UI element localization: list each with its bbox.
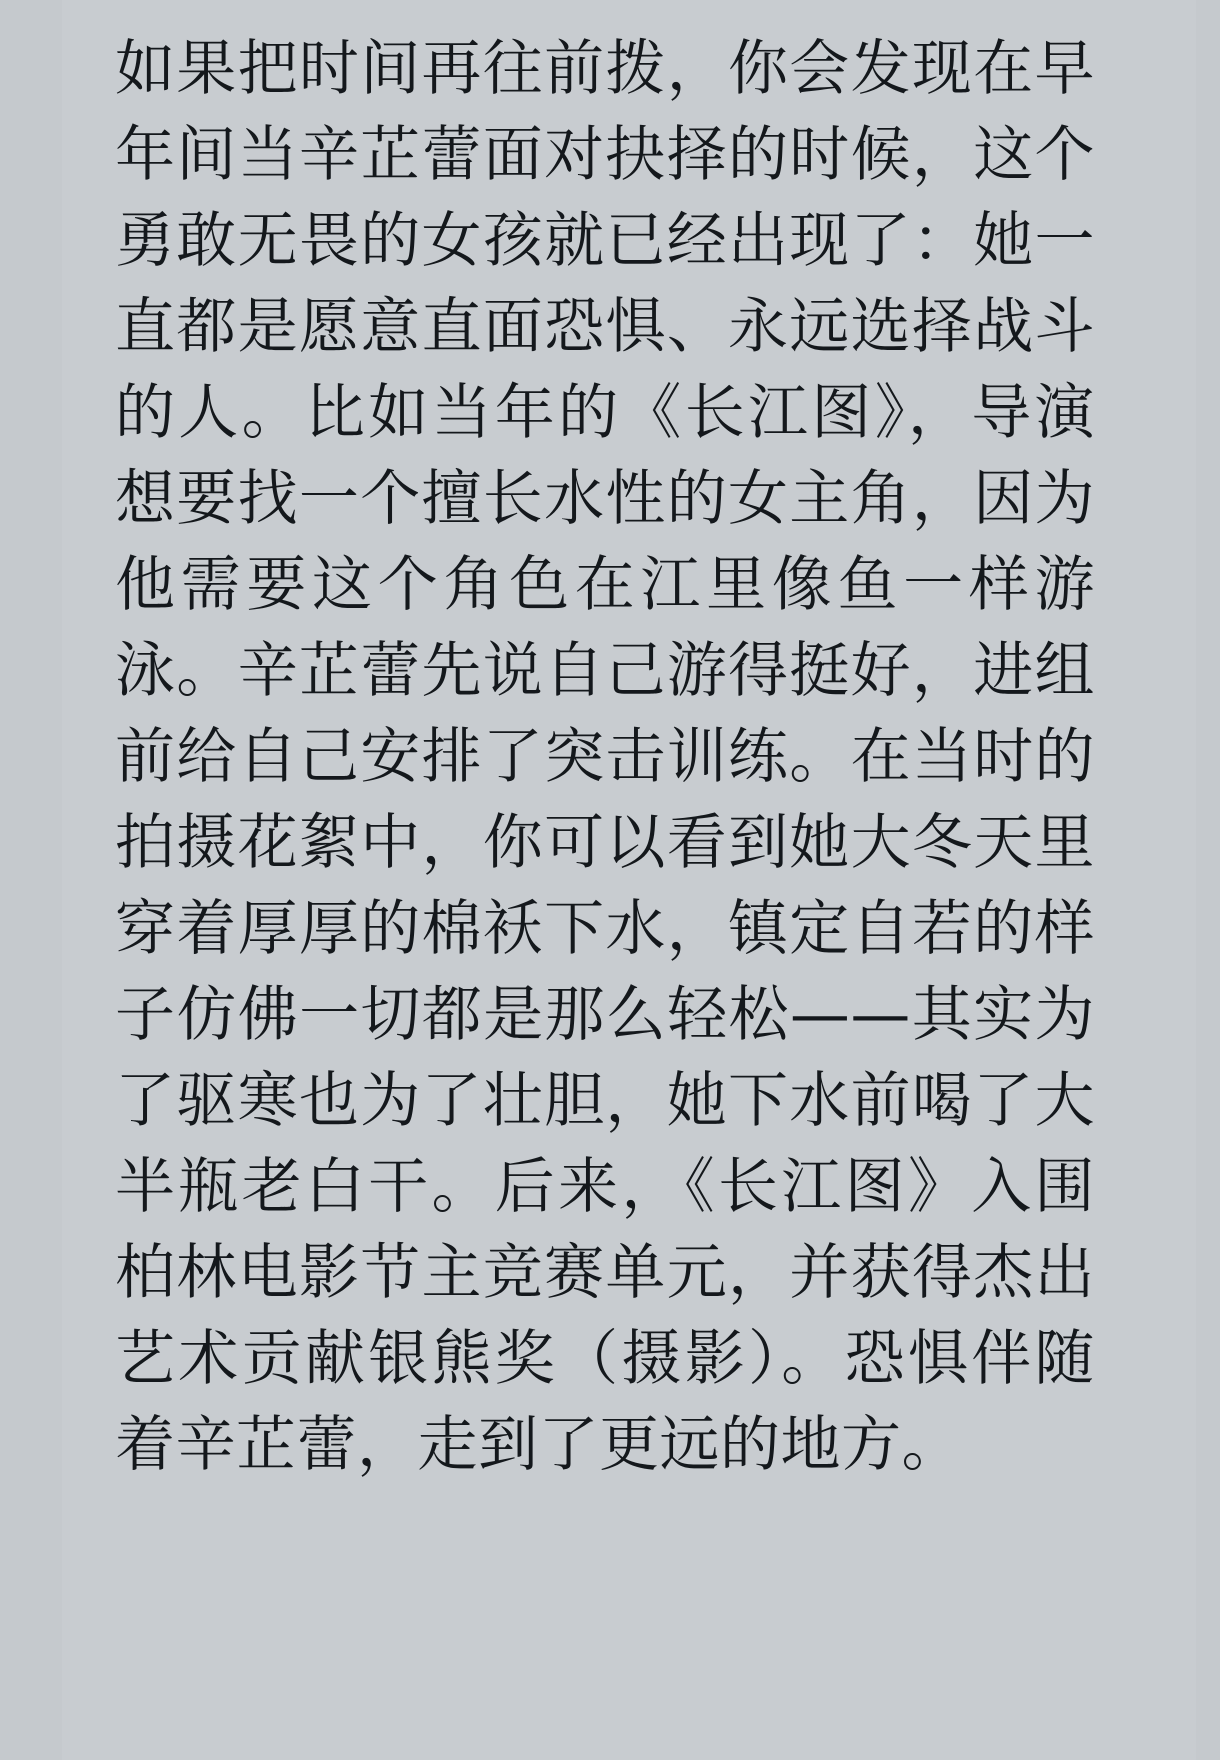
article-paragraph: 如果把时间再往前拨，你会发现在早年间当辛芷蕾面对抉择的时候，这个勇敢无畏的女孩就已经出现了：她一直都是愿意直面恐惧、永远选择战斗的人。比如当年的《长江图》，导演想要找一个擅长水性的女主角，因为他需要这个角色在江里像鱼一样游泳。辛芷蕾先说自己游得挺好，进组前给自己安排了突击训练。在当时的拍摄花絮中，你可以看到她大冬天里穿着厚厚的棉袄下水，镇定自若的样子仿佛一切都是那么轻松——其实为了驱寒也为了壮胆，她下水前喝了大半瓶老白干。后来，《长江图》入围柏林电影节主竞赛单元，并获得杰出艺术贡献银熊奖（摄影）。恐惧伴随着辛芷蕾，走到了更远的地方。: [115, 34, 1095, 1480]
article-text-block: [115, 26, 1095, 1488]
